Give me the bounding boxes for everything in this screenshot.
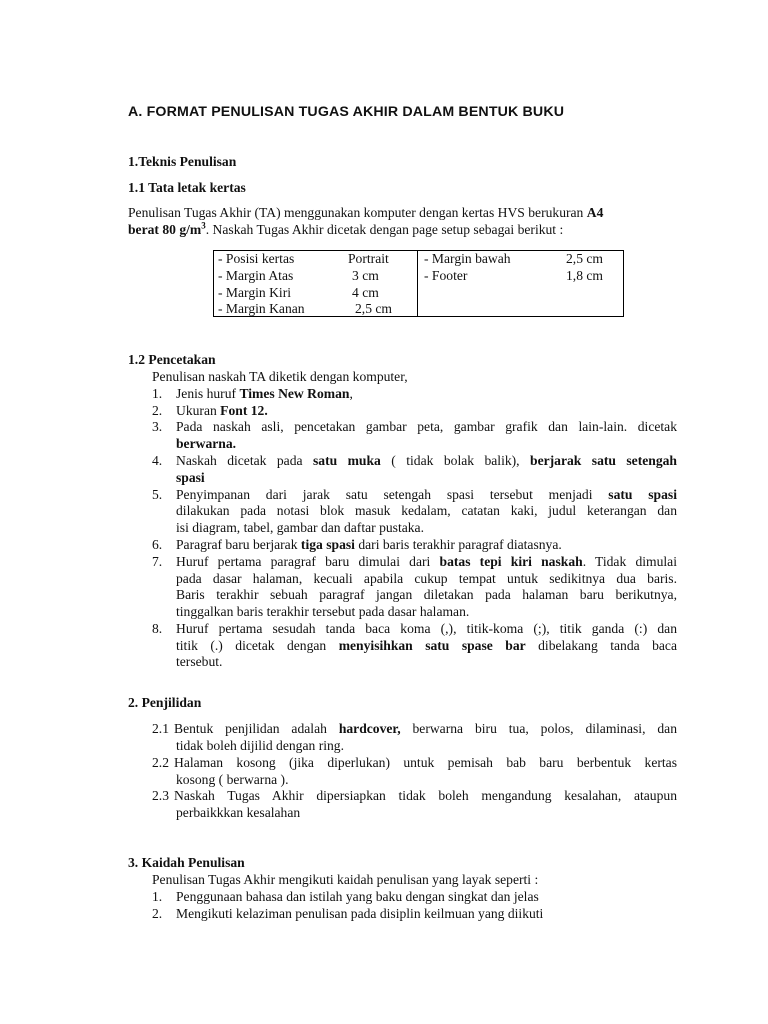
item-text: Bentuk penjilidan adalah: [174, 721, 339, 736]
list-item-punctuation: Huruf pertama sesudah tanda baca koma (,), titik-koma (;), titik ganda (:) dan: [176, 621, 677, 636]
table-right-value: 2,5 cm: [566, 251, 603, 266]
item-bold: berjarak satu setengah: [530, 453, 677, 468]
s1-intro-text: Penulisan Tugas Akhir (TA) menggunakan komputer dengan kertas HVS berukuran: [128, 205, 587, 220]
item-text: titik (.) dicetak dengan: [176, 638, 339, 653]
item-text: Jenis huruf: [176, 386, 240, 401]
table-left-label: - Margin Kiri: [218, 285, 291, 300]
item-bold: tiga spasi: [300, 537, 355, 552]
item-bold: satu muka: [312, 453, 381, 468]
list-number: 1.: [152, 889, 163, 904]
section-3-title: 3. Kaidah Penulisan: [128, 855, 245, 870]
section-1-title: 1.Teknis Penulisan: [128, 154, 237, 169]
list-item-first-letter-line-2: pada dasar halaman, kecuali apabila cukup tempat untuk sedikitnya dua baris.: [176, 571, 677, 586]
item-bold: Times New Roman: [239, 386, 350, 401]
list-item-blank-page-line-2: kosong ( berwarna ).: [176, 772, 289, 787]
item-text: . Tidak dimulai: [582, 554, 677, 569]
table-right-value: 1,8 cm: [566, 268, 603, 283]
table-left-value: 3 cm: [352, 268, 379, 283]
s1-intro-rest: . Naskah Tugas Akhir dicetak dengan page setup sebagai berikut :: [205, 222, 564, 237]
table-left-label: - Posisi kertas: [218, 251, 295, 266]
s1-paper-weight-sup: 3: [201, 220, 206, 231]
list-item-discipline: Mengikuti kelaziman penulisan pada disiplin keilmuan yang diikuti: [176, 906, 544, 921]
s1-intro-line-2: [128, 222, 563, 239]
s1-paper-weight-text: berat 80 g/m: [128, 222, 202, 237]
table-divider: [417, 251, 418, 316]
list-item-single-space: [176, 487, 677, 504]
item-bold: menyisihkan satu spase bar: [338, 638, 526, 653]
item-text: Ukuran: [176, 403, 221, 418]
page-setup-table: [213, 250, 624, 317]
list-number: 8.: [152, 621, 163, 636]
list-item-color-print-bold: [176, 436, 236, 453]
list-number: 5.: [152, 487, 163, 502]
s1-paper-weight: [128, 222, 206, 237]
item-bold: satu spasi: [608, 487, 677, 502]
list-item-punctuation-line-3: tersebut.: [176, 654, 223, 669]
s12-intro: Penulisan naskah TA diketik dengan komputer,: [152, 369, 408, 384]
item-text: ( tidak bolak balik),: [380, 453, 531, 468]
list-number: 2.2: [152, 755, 169, 770]
item-text: dibelakang tanda baca: [525, 638, 678, 653]
list-item-binding: [174, 721, 677, 738]
item-text: ,: [349, 386, 353, 401]
item-text: Paragraf baru berjarak: [176, 537, 301, 552]
item-bold: berwarna.: [176, 436, 237, 451]
list-number: 3.: [152, 419, 163, 434]
list-number: 7.: [152, 554, 163, 569]
subsection-1-2-title: 1.2 Pencetakan: [128, 352, 216, 367]
table-left-label: - Margin Atas: [218, 268, 294, 283]
item-text: Penyimpanan dari jarak satu setengah spasi tersebut menjadi: [176, 487, 609, 502]
list-item-language: Penggunaan bahasa dan istilah yang baku dengan singkat dan jelas: [176, 889, 539, 904]
list-item-binding-line-2: tidak boleh dijilid dengan ring.: [176, 738, 345, 753]
list-number: 6.: [152, 537, 163, 552]
item-text: dari baris terakhir paragraf diatasnya.: [354, 537, 562, 552]
list-item-one-side: [176, 453, 677, 470]
s1-intro-line-1: [128, 205, 603, 222]
table-left-label: - Margin Kanan: [218, 301, 305, 316]
document-heading: A. FORMAT PENULISAN TUGAS AKHIR DALAM BENTUK BUKU: [128, 104, 565, 120]
list-number: 2.: [152, 906, 163, 921]
list-number: 2.1: [152, 721, 169, 736]
list-number: 1.: [152, 386, 163, 401]
list-number: 2.: [152, 403, 163, 418]
list-item-first-letter: [176, 554, 677, 571]
list-item-blank-page: Halaman kosong (jika diperlukan) untuk pemisah bab baru berbentuk kertas: [174, 755, 677, 770]
list-item-first-letter-line-3: Baris terakhir sebuah paragraf jangan diletakan pada halaman baru berikutnya,: [176, 587, 677, 602]
list-item-punctuation-line-2: [176, 638, 677, 655]
table-left-value: 4 cm: [352, 285, 379, 300]
item-text: Naskah dicetak pada: [176, 453, 313, 468]
list-item-new-paragraph: [176, 537, 562, 554]
list-item-font-type: [176, 386, 353, 403]
section-2-title: 2. Penjilidan: [128, 695, 202, 710]
list-item-single-space-line-3: isi diagram, tabel, gambar dan daftar pustaka.: [176, 520, 424, 535]
item-bold: batas tepi kiri naskah: [439, 554, 583, 569]
list-item-no-errors: Naskah Tugas Akhir dipersiapkan tidak boleh mengandung kesalahan, ataupun: [174, 788, 677, 803]
table-right-label: - Footer: [424, 268, 468, 283]
list-item-single-space-line-2: dilakukan pada notasi blok masuk kedalam, catatan kaki, judul keterangan dan: [176, 503, 677, 518]
item-bold: spasi: [176, 470, 205, 485]
list-item-one-side-line-2: [176, 470, 205, 487]
subsection-1-1-title: 1.1 Tata letak kertas: [128, 180, 246, 195]
list-number: 2.3: [152, 788, 169, 803]
list-item-color-print: Pada naskah asli, pencetakan gambar peta, gambar grafik dan lain-lain. dicetak: [176, 419, 677, 434]
table-right-label: - Margin bawah: [424, 251, 511, 266]
list-item-no-errors-line-2: perbaikkkan kesalahan: [176, 805, 301, 820]
list-item-first-letter-line-4: tinggalkan baris terakhir tersebut pada dasar halaman.: [176, 604, 470, 619]
item-bold: Font 12.: [220, 403, 268, 418]
list-number: 4.: [152, 453, 163, 468]
s1-intro-paper-size: A4: [586, 205, 604, 220]
table-left-value: 2,5 cm: [355, 301, 392, 316]
list-item-font-size: [176, 403, 268, 420]
item-bold: hardcover,: [338, 721, 401, 736]
item-text: berwarna biru tua, polos, dilaminasi, dan: [400, 721, 678, 736]
item-text: Huruf pertama paragraf baru dimulai dari: [176, 554, 440, 569]
table-left-value: Portrait: [348, 251, 389, 266]
s3-intro: Penulisan Tugas Akhir mengikuti kaidah penulisan yang layak seperti :: [152, 872, 539, 887]
